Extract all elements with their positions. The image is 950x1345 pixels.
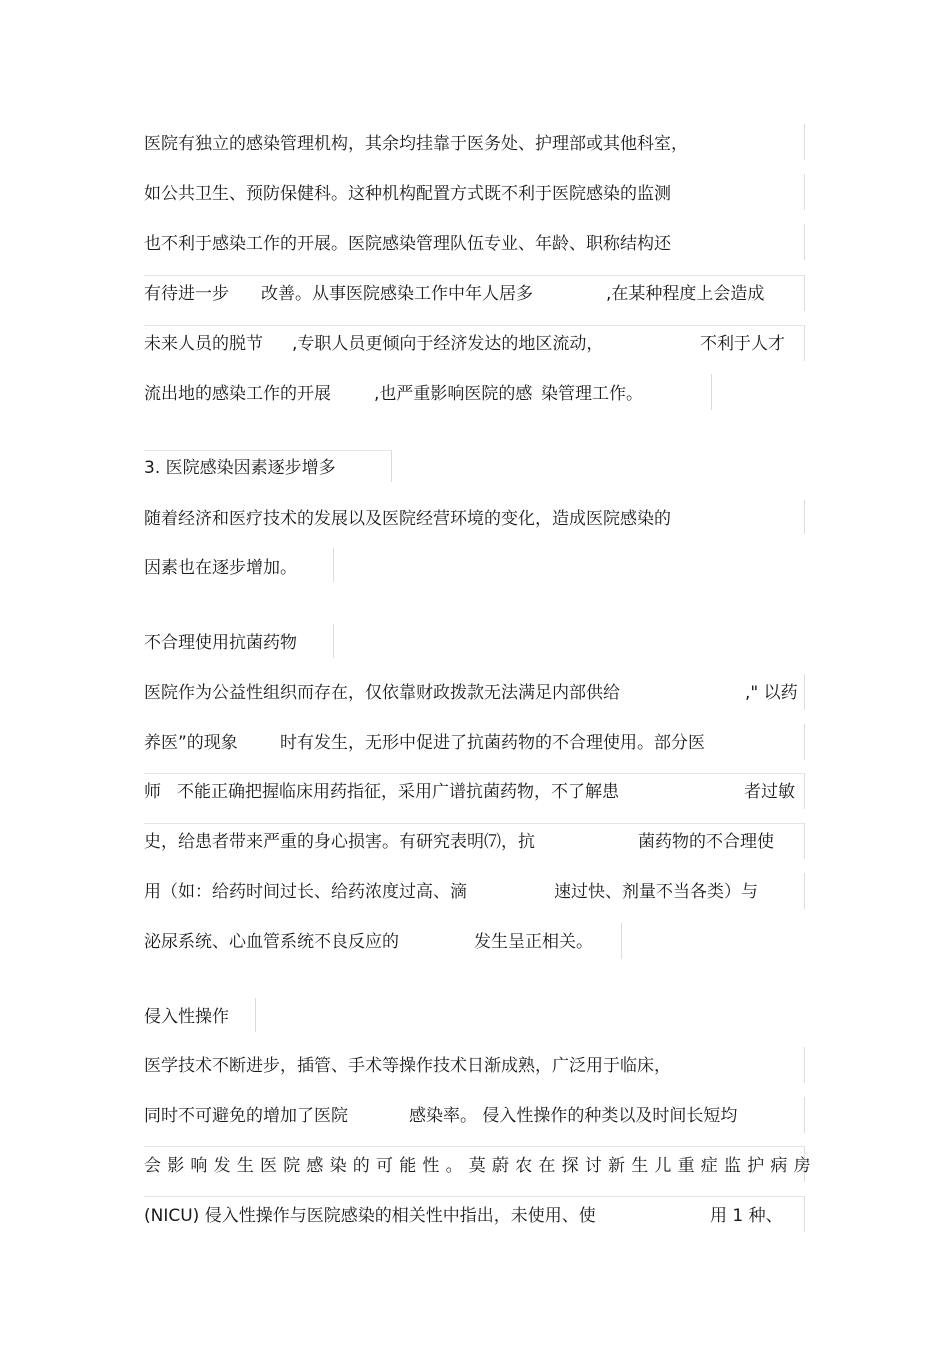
- text-span: 未来人员的脱节: [144, 334, 263, 354]
- divider: [804, 500, 805, 534]
- text-span: 不能正确把握临床用药指征，采用广谱抗菌药物，不了解患: [177, 782, 619, 802]
- text-span: 不合理使用抗菌药物: [144, 633, 297, 653]
- text-span: 速过快、剂量不当各类）与: [554, 882, 758, 902]
- text-span: 用 1 种、: [710, 1206, 783, 1226]
- text-span: 因素也在逐步增加。: [144, 558, 297, 578]
- text-span: 同时不可避免的增加了医院: [144, 1106, 348, 1126]
- divider: [804, 224, 805, 260]
- divider: [333, 624, 334, 658]
- text-span: ," 以药: [745, 683, 798, 703]
- divider: [804, 1196, 805, 1232]
- divider: [804, 873, 805, 909]
- divider: [804, 1047, 805, 1083]
- divider: [804, 823, 805, 859]
- text-span: 师: [144, 782, 161, 802]
- text-span: 也不利于感染工作的开展。医院感染管理队伍专业、年龄、职称结构还: [144, 234, 671, 254]
- divider: [255, 998, 256, 1032]
- divider: [804, 724, 805, 760]
- text-span: 改善。从事医院感染工作中年人居多: [261, 284, 533, 304]
- divider: [804, 325, 805, 361]
- text-span: 医院作为公益性组织而存在，仅依靠财政拨款无法满足内部供给: [144, 683, 620, 703]
- text-span: 养医”的现象: [144, 733, 238, 753]
- divider: [804, 124, 805, 160]
- text-span: 用（如：给药时间过长、给药浓度过高、滴: [144, 882, 467, 902]
- text-span: 3. 医院感染因素逐步增多: [144, 458, 336, 478]
- text-span: 染管理工作。: [541, 384, 643, 404]
- text-span: 医院有独立的感染管理机构，其余均挂靠于医务处、护理部或其他科室，: [144, 134, 688, 154]
- text-span: 流出地的感染工作的开展: [144, 384, 331, 404]
- text-span: 时有发生，无形中促进了抗菌药物的不合理使用。部分医: [280, 733, 705, 753]
- text-span: 会影响发生医院感染的可能性。莫蔚农在探讨新生儿重症监护病房: [144, 1156, 817, 1176]
- text-span: ,也严重影响医院的感: [374, 384, 533, 404]
- text-span: 侵入性操作: [144, 1007, 229, 1027]
- text-span: 如公共卫生、预防保健科。这种机构配置方式既不利于医院感染的监测: [144, 184, 671, 204]
- text-span: 随着经济和医疗技术的发展以及医院经营环境的变化，造成医院感染的: [144, 509, 671, 529]
- text-span: 菌药物的不合理使: [638, 832, 774, 852]
- divider: [333, 548, 334, 582]
- text-span: 不利于人才: [700, 334, 785, 354]
- divider: [804, 174, 805, 210]
- text-span: 史，给患者带来严重的身心损害。有研究表明⑺，抗: [144, 832, 535, 852]
- divider: [804, 275, 805, 311]
- text-span: 有待进一步: [144, 284, 229, 304]
- divider: [804, 674, 805, 710]
- text-span: 泌尿系统、心血管系统不良反应的: [144, 932, 399, 952]
- divider: [804, 1097, 805, 1133]
- text-span: 感染率。 侵入性操作的种类以及时间长短均: [409, 1106, 738, 1126]
- divider: [391, 450, 392, 482]
- divider: [804, 773, 805, 809]
- text-span: ,专职人员更倾向于经济发达的地区流动，: [292, 334, 604, 354]
- text-span: 发生呈正相关。: [474, 932, 593, 952]
- text-span: (NICU) 侵入性操作与医院感染的相关性中指出，未使用、使: [144, 1206, 596, 1226]
- divider: [621, 923, 622, 959]
- divider: [711, 374, 712, 410]
- text-span: ,在某种程度上会造成: [606, 284, 765, 304]
- text-span: 医学技术不断进步，插管、手术等操作技术日渐成熟，广泛用于临床，: [144, 1056, 671, 1076]
- text-span: 者过敏: [744, 782, 795, 802]
